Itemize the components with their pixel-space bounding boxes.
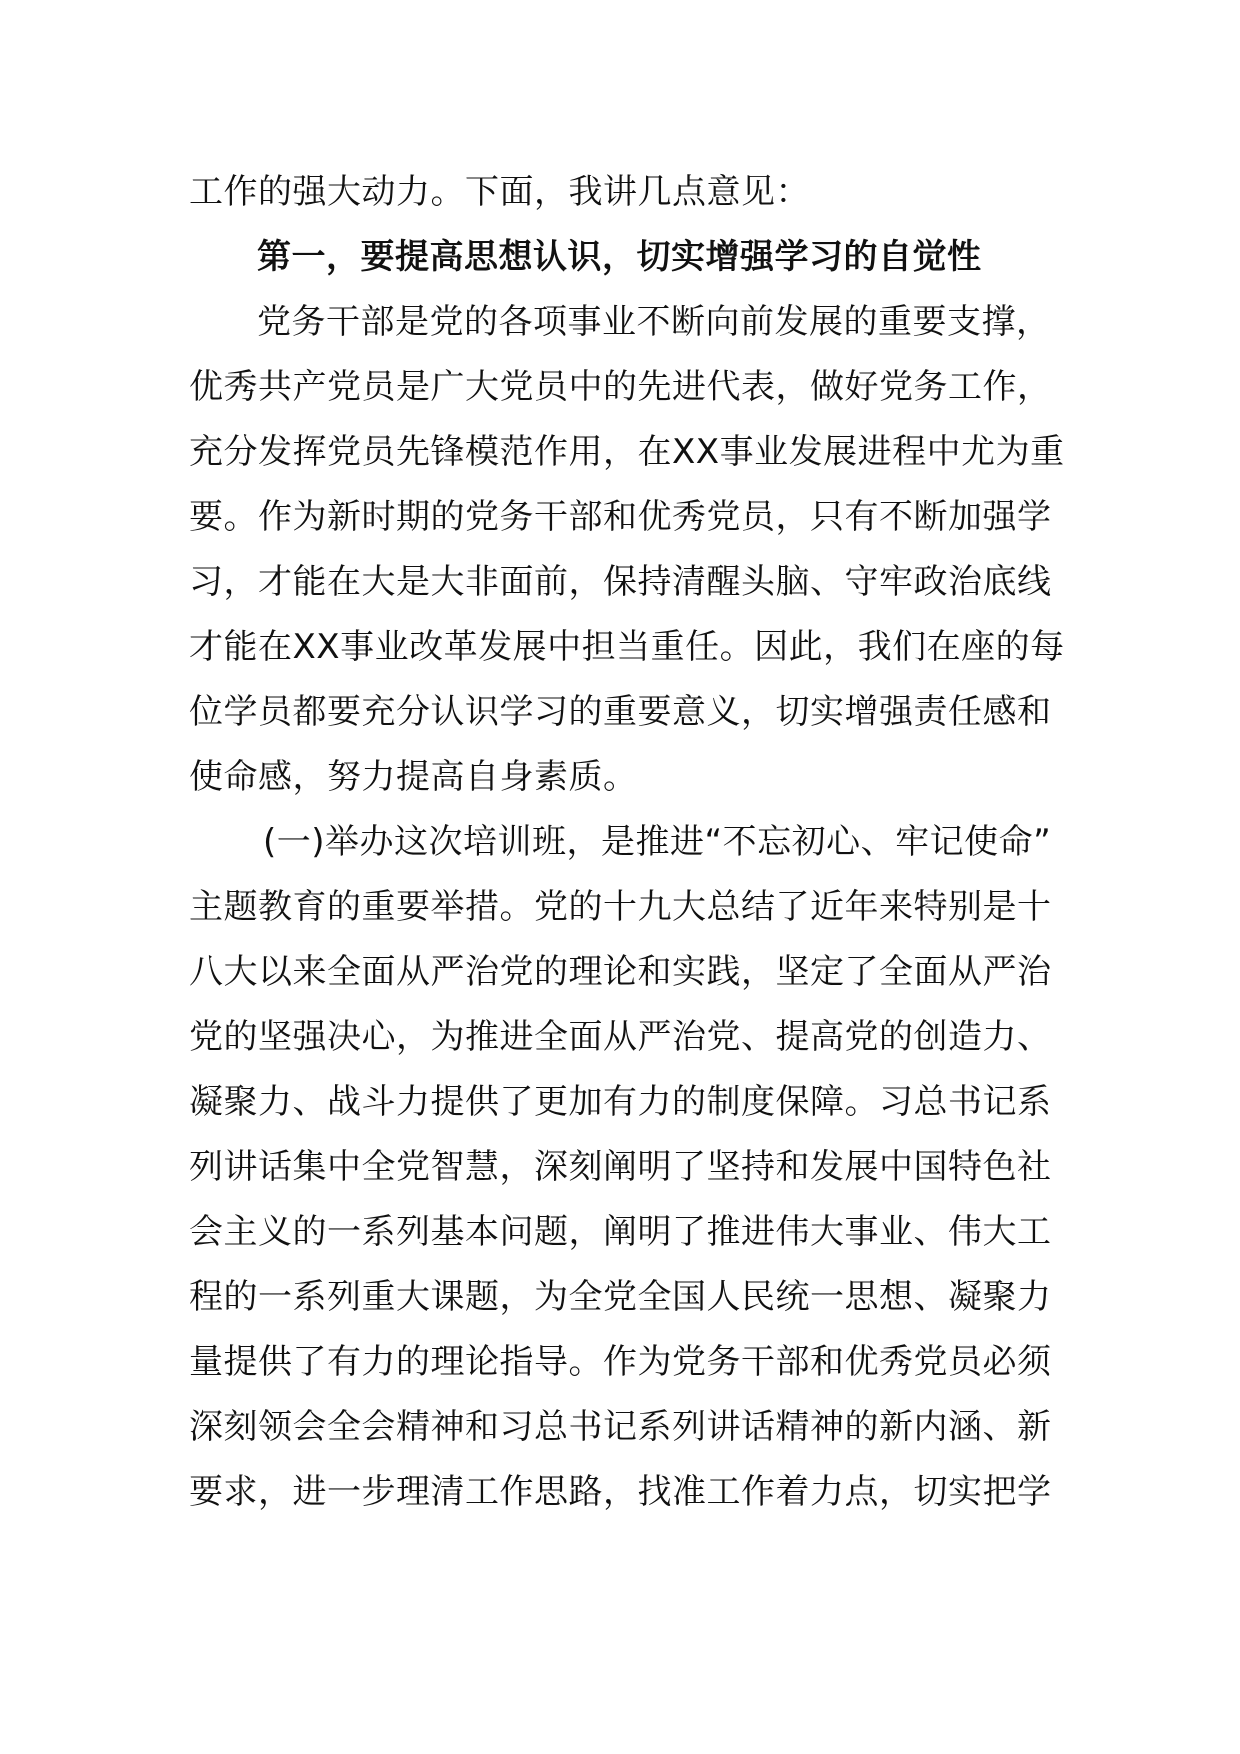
text-line: 会主义的一系列基本问题，阐明了推进伟大事业、伟大工 [189,1212,1052,1252]
text-line: 党务干部是党的各项事业不断向前发展的重要支撑， [257,302,1051,342]
text-line: 主题教育的重要举措。党的十九大总结了近年来特别是十 [189,887,1052,927]
text-line: 使命感，努力提高自身素质。 [189,757,638,797]
text-line: 要求，进一步理清工作思路，找准工作着力点，切实把学 [189,1472,1052,1512]
text-line: 深刻领会全会精神和习总书记系列讲话精神的新内涵、新 [189,1407,1052,1447]
text-line: 要。作为新时期的党务干部和优秀党员，只有不断加强学 [189,497,1052,537]
text-line: 凝聚力、战斗力提供了更加有力的制度保障。习总书记系 [189,1082,1052,1122]
text-line: 党的坚强决心，为推进全面从严治党、提高党的创造力、 [189,1017,1052,1057]
text-line: 列讲话集中全党智慧，深刻阐明了坚持和发展中国特色社 [189,1147,1052,1187]
text-line: 优秀共产党员是广大党员中的先进代表，做好党务工作， [189,367,1052,407]
paragraph-2 [189,810,1059,1525]
text-line: 习，才能在大是大非面前，保持清醒头脑、守牢政治底线 [189,562,1052,602]
paragraph-intro [189,160,1059,225]
paragraph-1 [189,290,1065,810]
text-line: 量提供了有力的理论指导。作为党务干部和优秀党员必须 [189,1342,1052,1382]
text-line: 位学员都要充分认识学习的重要意义，切实增强责任感和 [189,692,1052,732]
text-line: (一)举办这次培训班，是推进“不忘初心、牢记使命” [263,822,1052,862]
text-line: 才能在XX事业改革发展中担当重任。因此，我们在座的每 [189,627,1065,667]
text-line: 程的一系列重大课题，为全党全国人民统一思想、凝聚力 [189,1277,1052,1317]
document-body [189,160,1065,1525]
text-line: 充分发挥党员先锋模范作用，在XX事业发展进程中尤为重 [189,432,1065,472]
text-line: 八大以来全面从严治党的理论和实践，坚定了全面从严治 [189,952,1052,992]
section-heading-1: 第一，要提高思想认识，切实增强学习的自觉性 [257,237,982,277]
text-line: 工作的强大动力。下面，我讲几点意见： [189,172,810,212]
